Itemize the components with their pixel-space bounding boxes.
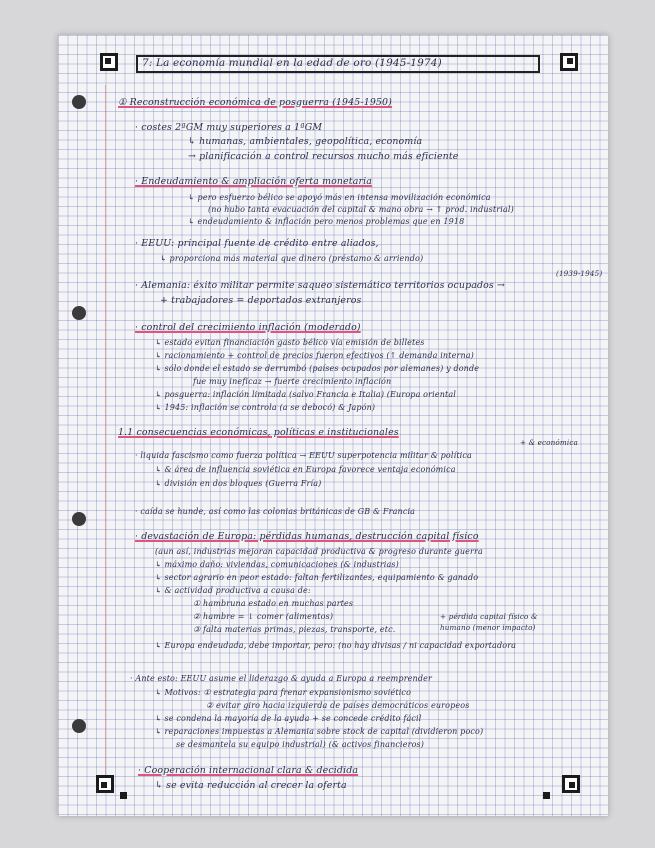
note-line: ↳ & actividad productiva a causa de: bbox=[155, 586, 311, 595]
note-line: + trabajadores = deportados extranjeros bbox=[160, 295, 362, 306]
note-line: · devastación de Europa: pérdidas humanas, destrucción capital físico bbox=[135, 531, 479, 542]
note-line: · Endeudamiento & ampliación oferta monetaria bbox=[135, 176, 372, 187]
section-heading-2: 1.1 consecuencias económicas, políticas e institucionales bbox=[118, 427, 399, 438]
note-line: fue muy ineficaz → fuerte crecimiento inflación bbox=[193, 377, 392, 386]
note-line: ↳ endeudamiento & inflación pero menos problemas que en 1918 bbox=[188, 217, 465, 226]
note-line: ① hambruna estado en muchas partes bbox=[193, 599, 354, 608]
note-line: ↳ sólo donde el estado se derrumbó (países ocupados por alemanes) y donde bbox=[155, 364, 480, 373]
section-heading-1: ① Reconstrucción económica de posguerra (1945-1950) bbox=[118, 97, 392, 108]
corner-tick bbox=[120, 792, 127, 799]
margin-line bbox=[105, 85, 106, 785]
note-line: ↳ se evita reducción al crecer la oferta bbox=[155, 780, 347, 791]
binder-hole bbox=[72, 306, 86, 320]
note-line: ② hambre = ↓ comer (alimentos) bbox=[193, 612, 334, 621]
note-line: · liquida fascismo como fuerza política → EEUU superpotencia militar & política bbox=[135, 451, 472, 460]
note-line: ↳ reparaciones impuestas a Alemania sobre stock de capital (dividieron poco) bbox=[155, 727, 484, 736]
binder-hole bbox=[72, 512, 86, 526]
note-line: · costes 2ªGM muy superiores a 1ªGM bbox=[135, 122, 323, 133]
note-line: ② evitar giro hacia izquierda de países democráticos europeos bbox=[206, 701, 470, 710]
corner-tick bbox=[543, 792, 550, 799]
corner-marker-bottom-right bbox=[562, 775, 580, 793]
note-line: ③ falta materias primas, piezas, transporte, etc. bbox=[193, 625, 396, 634]
note-line: (no hubo tanta evacuación del capital & mano obra → ↑ prod. industrial) bbox=[208, 205, 514, 214]
note-line: · Alemania: éxito militar permite saqueo sistemático territorios ocupados → bbox=[135, 280, 505, 291]
note-line: ↳ sector agrario en peor estado: faltan fertilizantes, equipamiento & ganado bbox=[155, 573, 479, 582]
note-line: ↳ 1945: inflación se controla (a se debocó) & Japón) bbox=[155, 403, 376, 412]
note-line: · Cooperación internacional clara & decidida bbox=[138, 765, 359, 776]
corner-marker-top-right bbox=[560, 53, 578, 71]
note-line: · Ante esto: EEUU asume el liderazgo & ayuda a Europa a reemprender bbox=[130, 674, 432, 683]
note-line: · control del crecimiento inflación (moderado) bbox=[135, 322, 361, 333]
note-line: · EEUU: principal fuente de crédito entre aliados, bbox=[135, 238, 379, 249]
note-line: ↳ máximo daño: viviendas, comunicaciones (& industrias) bbox=[155, 560, 399, 569]
note-line: se desmantela su equipo industrial) (& activos financieros) bbox=[176, 740, 425, 749]
corner-marker-bottom-left bbox=[96, 775, 114, 793]
note-line: (1939-1945) bbox=[556, 269, 603, 278]
page-title: 7: La economía mundial en la edad de oro (1945-1974) bbox=[142, 57, 442, 69]
note-line: ↳ se condena la mayoría de la ayuda + se concede crédito fácil bbox=[155, 714, 422, 723]
notebook-page bbox=[58, 35, 608, 816]
note-line: ↳ proporciona más material que dinero (préstamo & arriendo) bbox=[160, 254, 424, 263]
note-line: + & económica bbox=[520, 438, 578, 447]
note-line: ↳ racionamiento + control de precios fueron efectivos (↑ demanda interna) bbox=[155, 351, 474, 360]
binder-hole bbox=[72, 95, 86, 109]
note-line: (aun así, industrias mejoran capacidad productiva & progreso durante guerra bbox=[155, 547, 483, 556]
note-line: ↳ Europa endeudada, debe importar, pero: (no hay divisas / ni capacidad exportadora bbox=[155, 641, 517, 650]
note-line: · caída se hunde, así como las colonias británicas de GB & Francia bbox=[135, 507, 416, 516]
note-line: + pérdida capital físico & humano (menor impacto) bbox=[440, 612, 538, 632]
note-line: ↳ pero esfuerzo bélico se apoyó más en intensa movilización económica bbox=[188, 193, 491, 202]
note-line: ↳ posguerra: inflación limitada (salvo Francia e Italia) (Europa oriental bbox=[155, 390, 457, 399]
note-line: ↳ & área de influencia soviética en Europa favorece ventaja económica bbox=[155, 465, 456, 474]
note-line: ↳ estado evitan financiación gasto bélico vía emisión de billetes bbox=[155, 338, 425, 347]
note-line: ↳ división en dos bloques (Guerra Fría) bbox=[155, 479, 322, 488]
note-line: ↳ humanas, ambientales, geopolítica, economía bbox=[188, 136, 423, 147]
note-line: ↳ Motivos: ① estrategia para frenar expansionismo soviético bbox=[155, 688, 412, 697]
corner-marker-top-left bbox=[100, 53, 118, 71]
note-line: → planificación a control recursos mucho más eficiente bbox=[188, 151, 459, 162]
binder-hole bbox=[72, 719, 86, 733]
